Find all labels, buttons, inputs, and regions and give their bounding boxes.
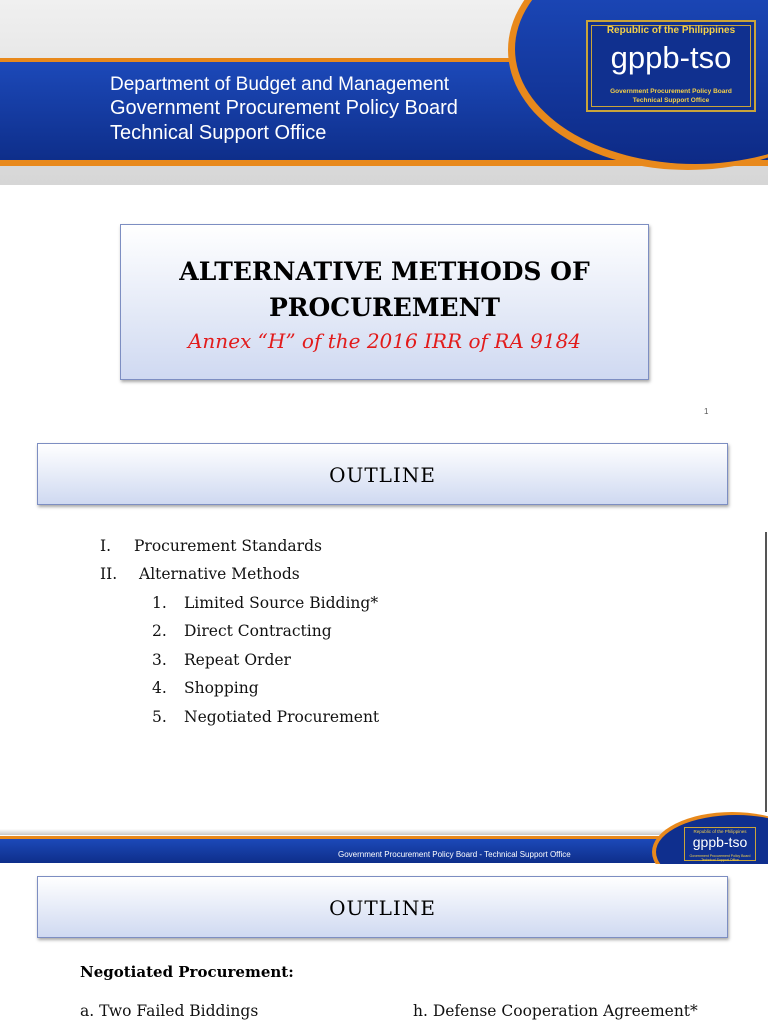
sub-item-number: 3. (152, 651, 167, 669)
banner-board: Government Procurement Policy Board (110, 97, 458, 119)
banner-office: Technical Support Office (110, 122, 327, 144)
header-banner (0, 0, 768, 185)
sub-item-number: 2. (152, 622, 167, 640)
sub-item-text: Direct Contracting (184, 622, 332, 640)
list-item-number: II. (100, 565, 118, 583)
sub-item-number: 5. (152, 708, 167, 726)
outline-heading: OUTLINE (329, 463, 436, 487)
sub-item-text: Repeat Order (184, 651, 291, 669)
sub-item-text: Negotiated Procurement (184, 708, 380, 726)
logo-subtitle-1: Government Procurement Policy Board (610, 88, 732, 95)
list-item-text: Procurement Standards (134, 537, 322, 555)
logo-republic-text: Republic of the Philippines (606, 25, 736, 36)
negotiated-procurement-heading: Negotiated Procurement: (80, 963, 294, 981)
outline-heading-2: OUTLINE (329, 896, 436, 920)
title-subtitle: Annex “H” of the 2016 IRR of RA 9184 (187, 329, 582, 353)
footer-logo (684, 827, 756, 861)
title-slide (0, 0, 768, 420)
footer-logo-wordmark: gppb-tso (692, 834, 748, 850)
title-line-2: PROCUREMENT (268, 293, 501, 322)
sub-item-text: Limited Source Bidding* (184, 594, 379, 612)
slide-edge-divider (765, 532, 767, 812)
outline-heading-box-2 (37, 876, 728, 938)
logo-subtitle-2: Technical Support Office (632, 97, 710, 104)
title-box (120, 224, 649, 380)
list-item: h. Defense Cooperation Agreement* (413, 1002, 698, 1020)
sub-item-number: 4. (152, 679, 167, 697)
banner-department: Department of Budget and Management (110, 74, 450, 95)
footer-logo-republic: Republic of the Philippines (693, 829, 747, 834)
page-number: 1 (704, 407, 709, 416)
list-item-text: Alternative Methods (139, 565, 300, 583)
footer-logo-subtitle: Government Procurement Policy Board Technical Support Office (689, 854, 751, 862)
gppb-tso-logo (586, 20, 756, 112)
outline-heading-box (37, 443, 728, 505)
logo-wordmark: gppb-tso (610, 40, 732, 75)
title-line-1: ALTERNATIVE METHODS OF (179, 257, 590, 286)
list-item-number: I. (100, 537, 112, 555)
sub-item-number: 1. (152, 594, 167, 612)
sub-item-text: Shopping (184, 679, 259, 697)
footer-text: Government Procurement Policy Board - Technical Support Office (338, 850, 571, 859)
list-item: a. Two Failed Biddings (80, 1002, 259, 1020)
